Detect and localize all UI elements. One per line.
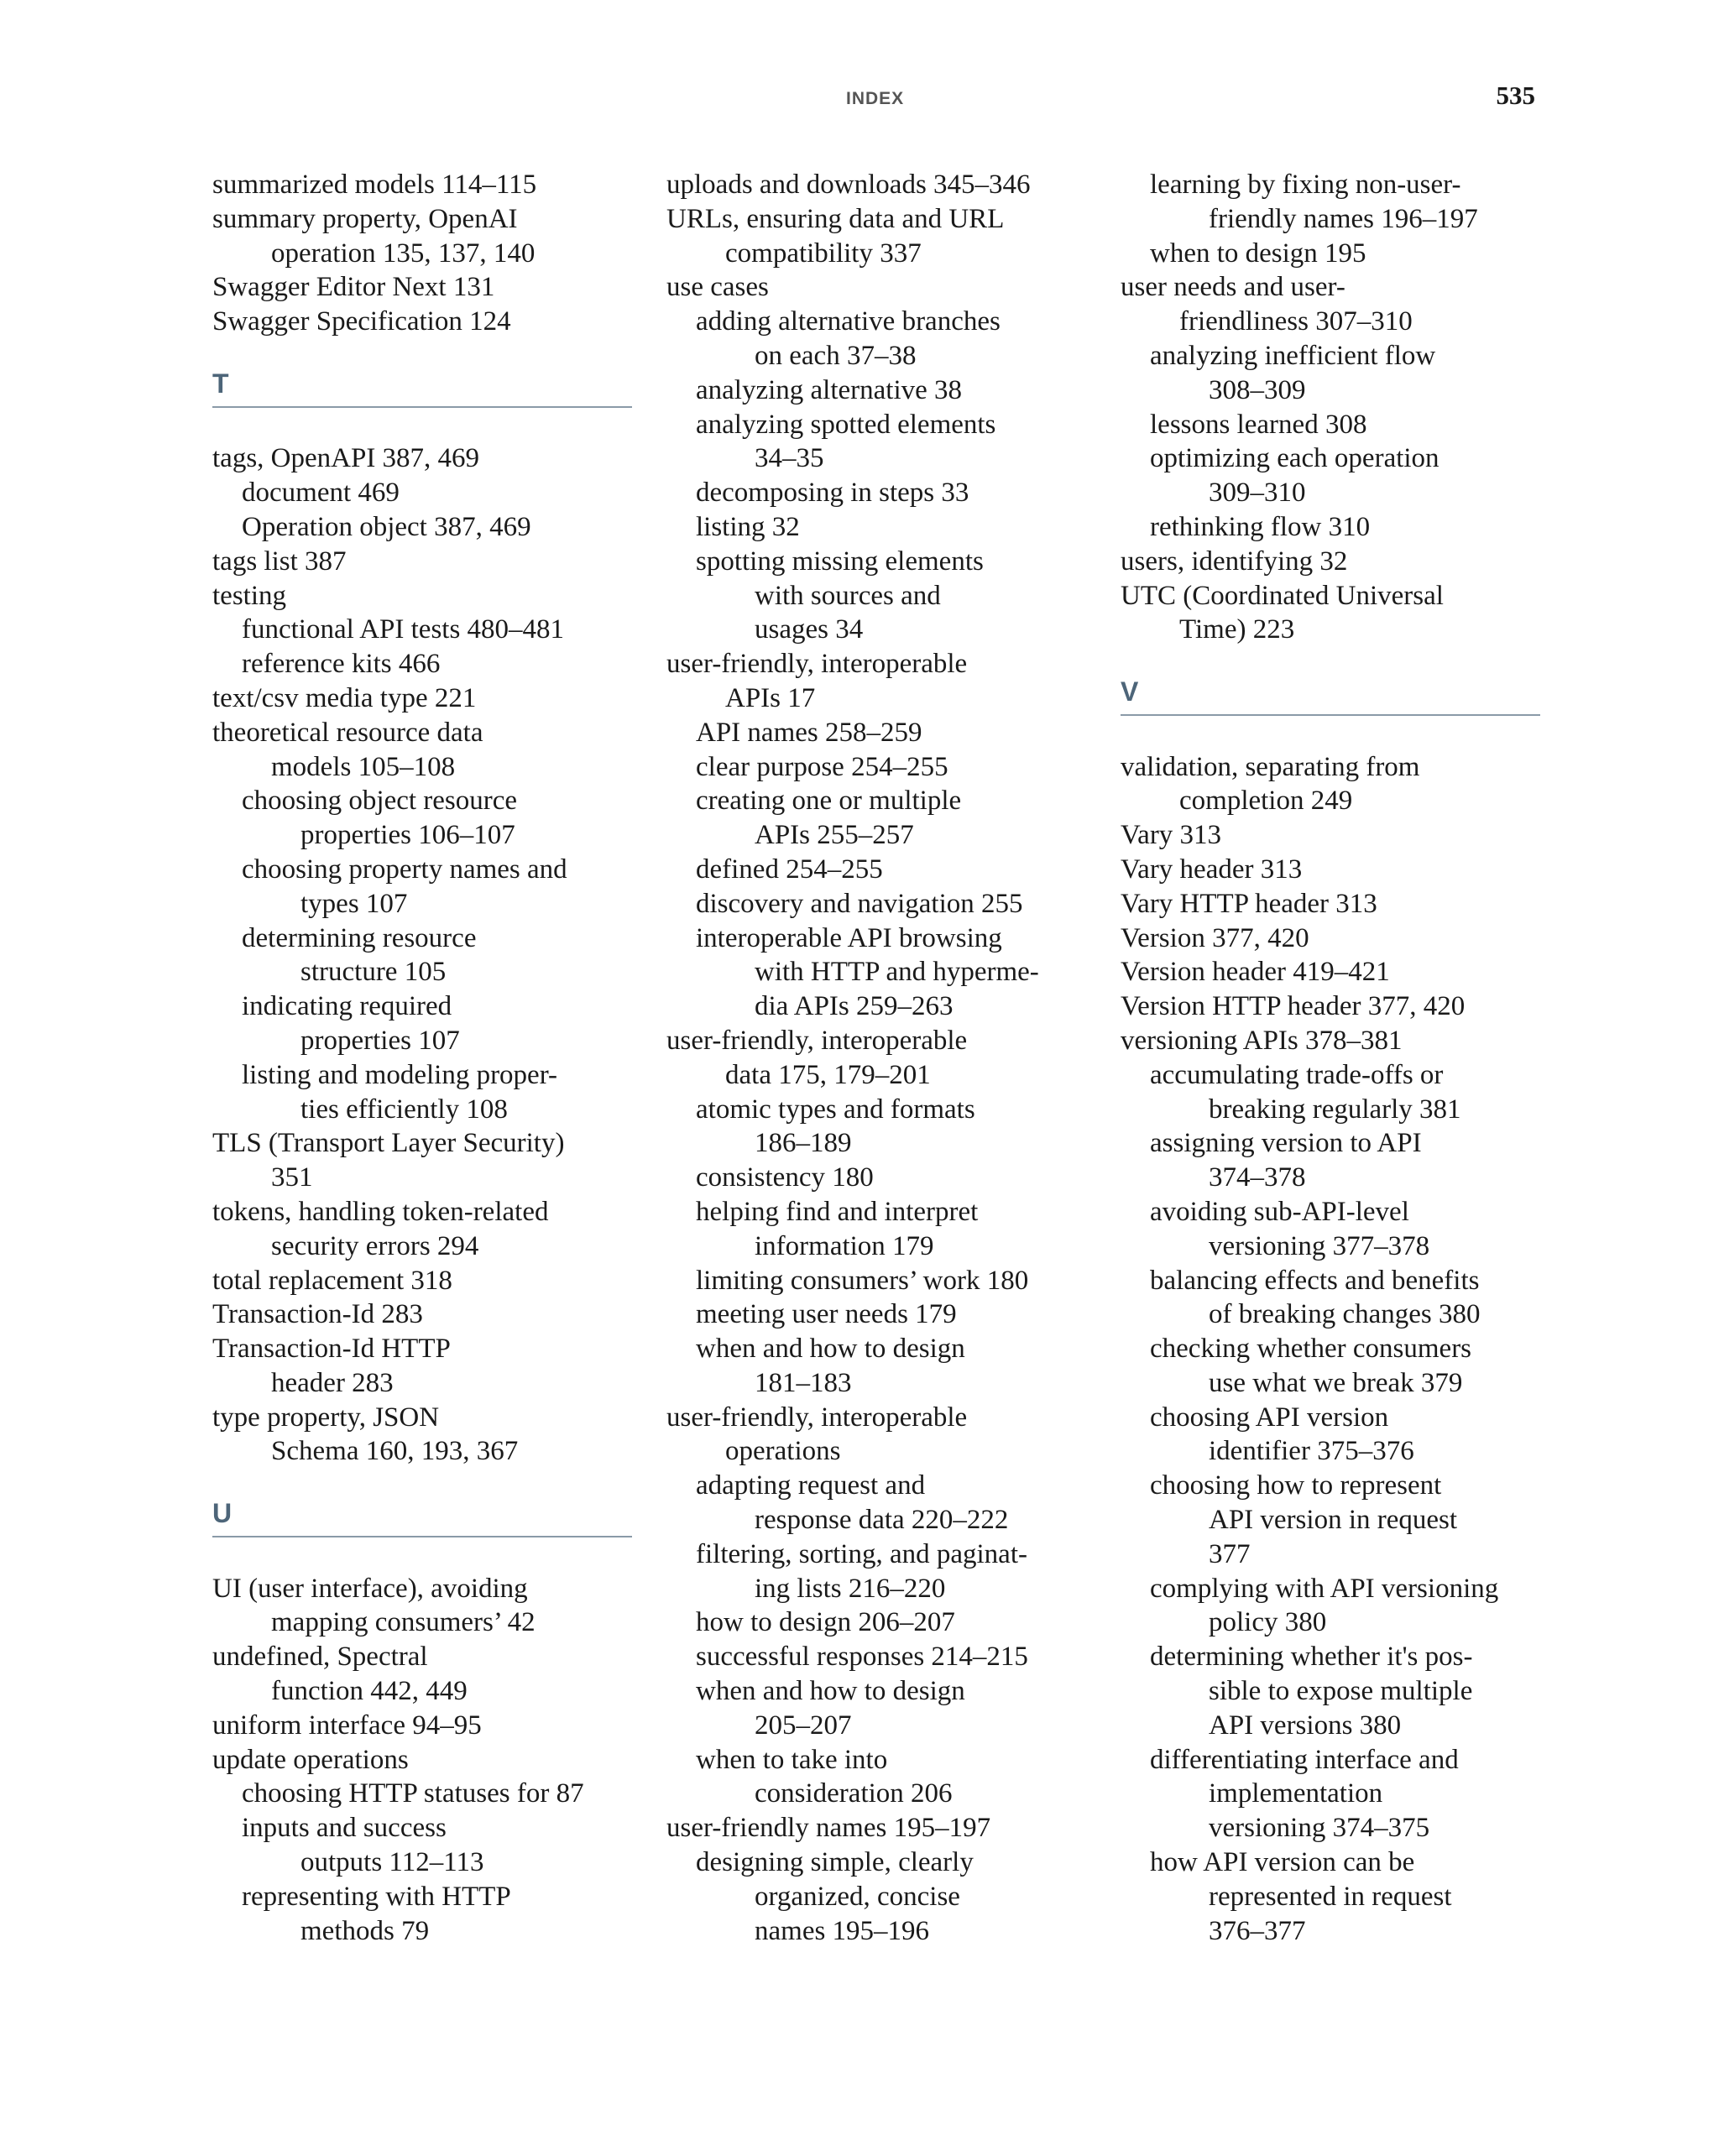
index-column-3 (1121, 168, 1540, 1948)
index-entry: names 195–196 (755, 1915, 930, 1946)
index-entry: balancing effects and benefits (1150, 1265, 1480, 1296)
index-entry: Version header 419–421 (1121, 957, 1390, 988)
index-entry: sible to expose multiple (1209, 1676, 1473, 1707)
index-entry: security errors 294 (271, 1230, 479, 1261)
index-entry: with sources and (755, 580, 941, 611)
index-entry: rethinking flow 310 (1150, 511, 1371, 542)
index-entry: when and how to design (696, 1676, 965, 1707)
index-entry: user-friendly names 195–197 (666, 1813, 991, 1844)
index-entry: versioning APIs 378–381 (1121, 1025, 1403, 1056)
index-entry: Vary HTTP header 313 (1121, 888, 1377, 919)
index-entry: friendliness 307–310 (1179, 306, 1413, 337)
index-entry: optimizing each operation (1150, 443, 1439, 474)
index-entry: type property, JSON (212, 1402, 440, 1433)
index-entry: structure 105 (300, 957, 447, 988)
index-entry: determining whether it's pos- (1150, 1642, 1473, 1673)
index-entry: API names 258–259 (696, 717, 922, 748)
index-entry: implementation (1209, 1778, 1383, 1809)
index-entry: API version in request (1209, 1505, 1458, 1536)
index-entry: types 107 (300, 888, 408, 919)
index-entry: tokens, handling token-related (212, 1196, 549, 1227)
index-entry: determining resource (242, 922, 477, 953)
index-entry: analyzing alternative 38 (696, 374, 963, 405)
index-entry: theoretical resource data (212, 717, 483, 748)
section-heading (212, 1498, 632, 1537)
index-entry: 34–35 (755, 443, 824, 474)
index-entry: ing lists 216–220 (755, 1573, 946, 1604)
index-entry: 205–207 (755, 1710, 852, 1741)
index-entry: methods 79 (300, 1915, 430, 1946)
index-entry: learning by fixing non-user- (1150, 170, 1461, 200)
index-entry: summary property, OpenAI (212, 203, 518, 234)
section-letter: T (212, 368, 229, 399)
index-entry: helping find and interpret (696, 1196, 979, 1227)
index-entry: testing (212, 580, 286, 611)
index-entry: information 179 (755, 1230, 934, 1261)
index-entry: differentiating interface and (1150, 1744, 1459, 1775)
index-entry: user needs and user- (1121, 272, 1345, 303)
index-entry: validation, separating from (1121, 751, 1420, 782)
index-entry: compatibility 337 (725, 238, 922, 269)
index-entry: document 469 (242, 478, 400, 509)
index-entry: interoperable API browsing (696, 922, 1002, 953)
index-entry: adapting request and (696, 1470, 926, 1501)
index-entry: breaking regularly 381 (1209, 1094, 1461, 1125)
section-heading (1121, 676, 1540, 716)
index-entry: 374–378 (1209, 1162, 1306, 1193)
index-entry: accumulating trade-offs or (1150, 1059, 1444, 1090)
index-entry: checking whether consumers (1150, 1334, 1472, 1365)
index-entry: when to design 195 (1150, 238, 1366, 269)
index-entry: Version 377, 420 (1121, 922, 1309, 953)
page-number: 535 (1496, 81, 1535, 110)
index-entry: dia APIs 259–263 (755, 991, 954, 1022)
index-entry: tags list 387 (212, 546, 347, 577)
index-entry: summarized models 114–115 (212, 170, 537, 200)
index-entry: with HTTP and hyperme- (755, 957, 1039, 988)
index-entry: operation 135, 137, 140 (271, 238, 536, 269)
index-entry: Operation object 387, 469 (242, 511, 531, 542)
index-entry: Swagger Specification 124 (212, 306, 511, 337)
index-entry: update operations (212, 1744, 409, 1775)
index-entry: undefined, Spectral (212, 1642, 428, 1673)
index-entry: discovery and navigation 255 (696, 888, 1023, 919)
index-entry: tags, OpenAPI 387, 469 (212, 443, 480, 474)
index-entry: reference kits 466 (242, 649, 441, 680)
section-letter: V (1121, 676, 1139, 707)
index-entry: decomposing in steps 33 (696, 478, 969, 509)
index-entry: 309–310 (1209, 478, 1306, 509)
index-column-2 (666, 168, 1086, 1948)
index-entry: meeting user needs 179 (696, 1299, 957, 1330)
index-entry: consistency 180 (696, 1162, 874, 1193)
index-entry: filtering, sorting, and paginat- (696, 1538, 1027, 1569)
index-entry: versioning 377–378 (1209, 1230, 1430, 1261)
index-entry: use cases (666, 272, 769, 303)
index-entry: 308–309 (1209, 374, 1306, 405)
index-entry: listing 32 (696, 511, 800, 542)
index-entry: 186–189 (755, 1128, 852, 1159)
index-entry: ties efficiently 108 (300, 1094, 508, 1125)
index-entry: of breaking changes 380 (1209, 1299, 1481, 1330)
index-entry: users, identifying 32 (1121, 546, 1348, 577)
index-entry: creating one or multiple (696, 786, 962, 817)
index-entry: outputs 112–113 (300, 1847, 484, 1878)
index-entry: 377 (1209, 1538, 1251, 1569)
index-entry: lessons learned 308 (1150, 409, 1367, 440)
index-entry: analyzing inefficient flow (1150, 340, 1436, 371)
index-entry: models 105–108 (271, 751, 456, 782)
index-entry: uniform interface 94–95 (212, 1710, 482, 1741)
index-entry: APIs 255–257 (755, 820, 914, 851)
index-entry: on each 37–38 (755, 340, 917, 371)
index-entry: spotting missing elements (696, 546, 984, 577)
index-entry: limiting consumers’ work 180 (696, 1265, 1029, 1296)
index-entry: use what we break 379 (1209, 1367, 1463, 1398)
index-entry: UTC (Coordinated Universal (1121, 580, 1444, 611)
index-entry: listing and modeling proper- (242, 1059, 558, 1090)
index-entry: inputs and success (242, 1813, 447, 1844)
index-entry: Schema 160, 193, 367 (271, 1436, 519, 1467)
index-entry: choosing object resource (242, 786, 518, 817)
index-entry: clear purpose 254–255 (696, 751, 948, 782)
index-entry: data 175, 179–201 (725, 1059, 931, 1090)
index-entry: choosing property names and (242, 854, 567, 885)
index-entry: identifier 375–376 (1209, 1436, 1414, 1467)
index-entry: user-friendly, interoperable (666, 1402, 968, 1433)
section-letter: U (212, 1498, 233, 1529)
index-entry: TLS (Transport Layer Security) (212, 1128, 565, 1159)
index-entry: choosing HTTP statuses for 87 (242, 1778, 584, 1809)
index-entry: operations (725, 1436, 841, 1467)
index-entry: 376–377 (1209, 1915, 1306, 1946)
index-entry: representing with HTTP (242, 1881, 511, 1912)
index-entry: how API version can be (1150, 1847, 1415, 1878)
index-column-1 (212, 168, 632, 1948)
index-entry: response data 220–222 (755, 1505, 1009, 1536)
index-entry: functional API tests 480–481 (242, 614, 565, 645)
section-heading (212, 368, 632, 408)
index-entry: URLs, ensuring data and URL (666, 203, 1005, 234)
index-entry: mapping consumers’ 42 (271, 1607, 536, 1638)
index-entry: designing simple, clearly (696, 1847, 974, 1878)
index-entry: when and how to design (696, 1334, 965, 1365)
index-entry: successful responses 214–215 (696, 1642, 1028, 1673)
index-entry: atomic types and formats (696, 1094, 975, 1125)
index-entry: Vary 313 (1121, 820, 1222, 851)
running-head: INDEX (846, 89, 905, 108)
index-entry: complying with API versioning (1150, 1573, 1499, 1604)
index-entry: policy 380 (1209, 1607, 1327, 1638)
index-entry: Swagger Editor Next 131 (212, 272, 495, 303)
index-entry: user-friendly, interoperable (666, 649, 968, 680)
index-entry: choosing API version (1150, 1402, 1389, 1433)
index-entry: total replacement 318 (212, 1265, 452, 1296)
index-entry: indicating required (242, 991, 452, 1022)
index-entry: user-friendly, interoperable (666, 1025, 968, 1056)
index-entry: function 442, 449 (271, 1676, 468, 1707)
index-entry: Version HTTP header 377, 420 (1121, 991, 1466, 1022)
index-entry: assigning version to API (1150, 1128, 1422, 1159)
index-entry: represented in request (1209, 1881, 1452, 1912)
index-entry: API versions 380 (1209, 1710, 1402, 1741)
index-entry: Transaction-Id 283 (212, 1299, 423, 1330)
index-entry: organized, concise (755, 1881, 960, 1912)
index-entry: header 283 (271, 1367, 394, 1398)
index-entry: uploads and downloads 345–346 (666, 170, 1031, 200)
index-entry: choosing how to represent (1150, 1470, 1442, 1501)
index-entry: analyzing spotted elements (696, 409, 996, 440)
index-entry: APIs 17 (725, 682, 816, 713)
index-entry: properties 107 (300, 1025, 460, 1056)
index-entry: usages 34 (755, 614, 864, 645)
index-entry: Transaction-Id HTTP (212, 1334, 451, 1365)
index-entry: avoiding sub-API-level (1150, 1196, 1409, 1227)
index-entry: 181–183 (755, 1367, 852, 1398)
index-entry: Vary header 313 (1121, 854, 1303, 885)
index-entry: consideration 206 (755, 1778, 953, 1809)
index-entry: 351 (271, 1162, 313, 1193)
index-entry: defined 254–255 (696, 854, 883, 885)
index-entry: friendly names 196–197 (1209, 203, 1478, 234)
index-entry: text/csv media type 221 (212, 682, 477, 713)
index-entry: adding alternative branches (696, 306, 1001, 337)
index-entry: how to design 206–207 (696, 1607, 955, 1638)
index-entry: Time) 223 (1179, 614, 1295, 645)
index-entry: completion 249 (1179, 786, 1353, 817)
index-entry: properties 106–107 (300, 820, 515, 851)
index-entry: versioning 374–375 (1209, 1813, 1430, 1844)
index-entry: UI (user interface), avoiding (212, 1573, 528, 1604)
index-entry: when to take into (696, 1744, 888, 1775)
